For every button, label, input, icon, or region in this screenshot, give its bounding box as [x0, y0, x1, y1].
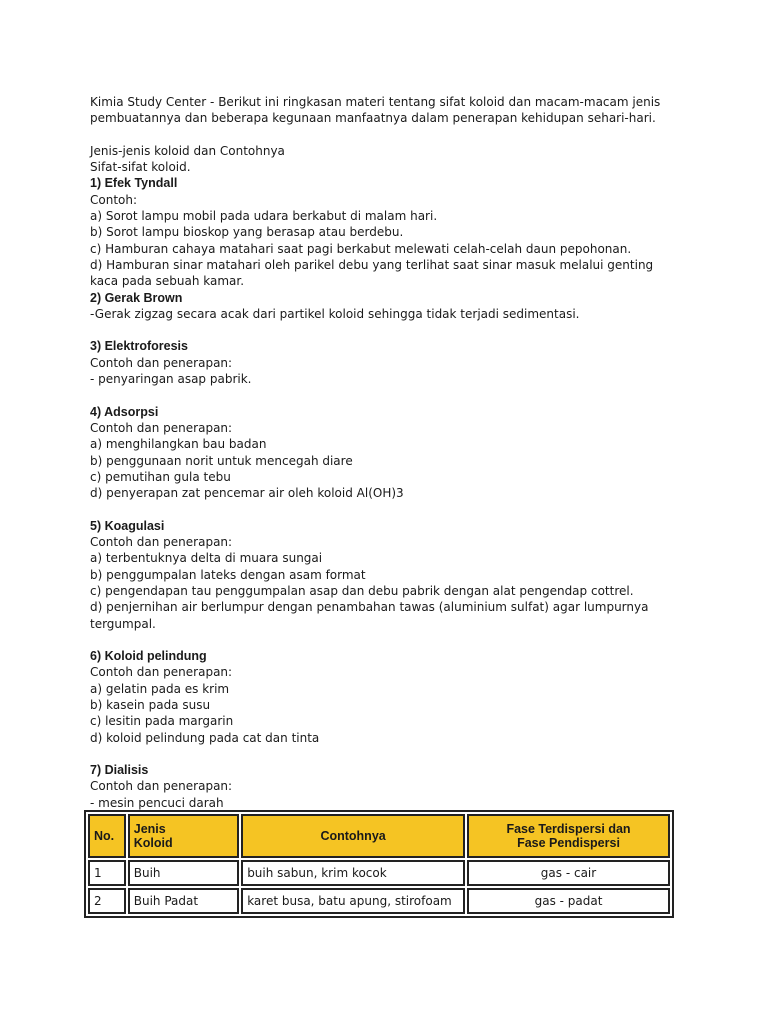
cell-jenis: Buih Padat: [128, 888, 239, 914]
list-item: c) pemutihan gula tebu: [90, 469, 231, 484]
list-item: b) penggunaan norit untuk mencegah diare: [90, 453, 353, 468]
cell-contoh: buih sabun, krim kocok: [241, 860, 465, 886]
header-jenis: [128, 814, 239, 858]
table-row: [88, 888, 670, 914]
cell-no: 1: [88, 860, 126, 886]
list-item: a) menghilangkan bau badan: [90, 437, 267, 452]
list-item: b) kasein pada susu: [90, 697, 211, 712]
list-item: d) Hamburan sinar matahari oleh parikel debu yang terlihat saat sinar masuk melalui genting: [90, 257, 654, 272]
cell-no: 2: [88, 888, 126, 914]
cell-jenis: Buih: [128, 860, 239, 886]
list-item: a) gelatin pada es krim: [90, 681, 230, 696]
header-fase: [467, 814, 670, 858]
section-label: Contoh dan penerapan:: [90, 420, 233, 435]
subtitle-sifat: Sifat-sifat koloid.: [90, 160, 191, 175]
section-heading-tyndall: 1) Efek Tyndall: [90, 176, 178, 191]
section-label: Contoh dan penerapan:: [90, 665, 233, 680]
section-label: Contoh:: [90, 192, 138, 207]
list-item: - penyaringan asap pabrik.: [90, 372, 252, 387]
section-heading-brown: 2) Gerak Brown: [90, 290, 183, 305]
section-heading-elektroforesis: 3) Elektroforesis: [90, 339, 188, 354]
section-heading-koagulasi: 5) Koagulasi: [90, 518, 165, 533]
table-row: [88, 860, 670, 886]
header-jenis-line1: Jenis: [133, 822, 166, 836]
list-item: kaca pada sebuah kamar.: [90, 274, 245, 289]
list-item: a) terbentuknya delta di muara sungai: [90, 551, 323, 566]
cell-fase: gas - padat: [467, 888, 670, 914]
intro-line-1: Kimia Study Center - Berikut ini ringkasan materi tentang sifat koloid dan macam-macam jenis: [90, 95, 661, 109]
list-item: d) koloid pelindung pada cat dan tinta: [90, 730, 320, 745]
list-item: a) Sorot lampu mobil pada udara berkabut di malam hari.: [90, 209, 438, 224]
list-item: -Gerak zigzag secara acak dari partikel koloid sehingga tidak terjadi sedimentasi.: [90, 306, 580, 321]
list-item: tergumpal.: [90, 616, 156, 631]
subtitle-jenis: Jenis-jenis koloid dan Contohnya: [90, 143, 285, 158]
section-label: Contoh dan penerapan:: [90, 355, 233, 370]
koloid-table: [84, 810, 674, 918]
section-label: Contoh dan penerapan:: [90, 535, 233, 550]
list-item: d) penjernihan air berlumpur dengan penambahan tawas (aluminium sulfat) agar lumpurnya: [90, 600, 649, 615]
header-no: No.: [88, 814, 126, 858]
cell-fase: gas - cair: [467, 860, 670, 886]
list-item: b) Sorot lampu bioskop yang berasap atau berdebu.: [90, 225, 404, 240]
list-item: c) Hamburan cahaya matahari saat pagi berkabut melewati celah-celah daun pepohonan.: [90, 241, 632, 256]
header-jenis-line2: Koloid: [133, 836, 173, 850]
section-heading-adsorpsi: 4) Adsorpsi: [90, 404, 159, 419]
list-item: c) pengendapan tau penggumpalan asap dan debu pabrik dengan alat pengendap cottrel.: [90, 583, 634, 598]
intro-line-2: pembuatannya dan beberapa kegunaan manfaatnya dalam penerapan kehidupan sehari-hari.: [90, 111, 656, 126]
list-item: - mesin pencuci darah: [90, 795, 224, 810]
section-label: Contoh dan penerapan:: [90, 779, 233, 794]
section-heading-dialisis: 7) Dialisis: [90, 763, 149, 778]
section-heading-pelindung: 6) Koloid pelindung: [90, 649, 207, 664]
table-header-row: [88, 814, 670, 858]
header-fase-line2: Fase Pendispersi: [517, 836, 620, 850]
list-item: d) penyerapan zat pencemar air oleh koloid Al(OH)3: [90, 486, 404, 501]
cell-contoh: karet busa, batu apung, stirofoam: [241, 888, 465, 914]
list-item: b) penggumpalan lateks dengan asam format: [90, 567, 366, 582]
header-contoh: Contohnya: [241, 814, 465, 858]
header-fase-line1: Fase Terdispersi dan: [506, 822, 631, 836]
list-item: c) lesitin pada margarin: [90, 714, 234, 729]
document-body: [90, 94, 690, 811]
